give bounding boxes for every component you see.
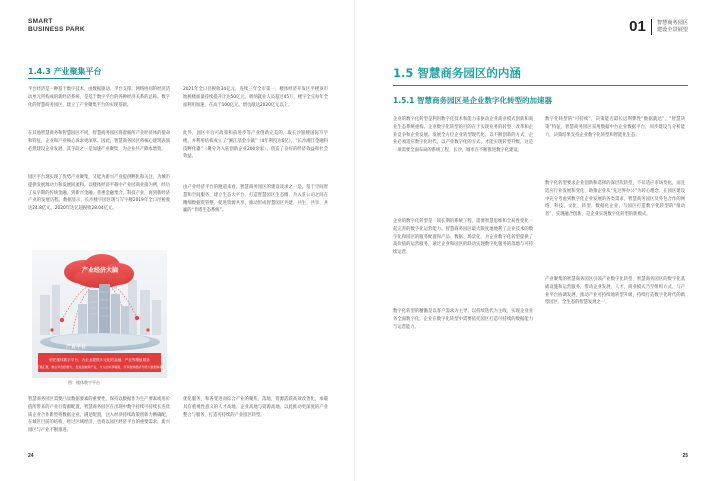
section-title: 1.4.3 产业聚集平台 bbox=[28, 67, 102, 76]
chapter-title-line-2: 建设全景展望 bbox=[656, 26, 688, 33]
paragraph: 数字化转型的“可持续”，决策能否最长远利弊性“数据就达”，“智慧决策”特征。智慧商务园区采用数据中台企业数据平台，同步建设与分析能力，决策结果支持企业数字化转型和智能化生态。 bbox=[545, 117, 685, 138]
figure-mid-label: 产业平台 bbox=[66, 344, 87, 350]
section-title-underline bbox=[28, 78, 90, 79]
paragraph: 企业的数字化转型是利用数字化技术和能力来驱动企业商业模式创新和商业生态系统重构。企业数字化转型的目的在于实现业务的转型、改革和企业竞争和企业发展。发展全方位企业转型现代化，以不断创新的方式，企业必须适应数字化时代，以产业数字化的方式，才能实现转型升级，这是一项需要全面布局的系统工程，长沙，城市在不断推进数字化建设。 bbox=[393, 117, 533, 154]
paragraph: 平台经济是一种基于数字技术，由数据驱动、平台支撑，网络协同的经济活动单元所构成的新经济系统，是基于数字平台的各种经济关系的总称。数字化的智慧商务园区，建立了产业聚集平台的实现基础。 bbox=[28, 87, 170, 108]
figure-banner-line-2: 打通汇聚，融合共创的智力，促进金融和产业，与人的共享辐射，打造楼体经济升级大数据体系 bbox=[36, 365, 163, 369]
paragraph: 企业的数字化转型是一项长期的系统工程，需要智慧思维和全局性变化一起完善的数字化运营能力。智慧商务园区最大限度地便利了企业技术的数字化和园区的服务配置和产品、数据、场景化、为企业数字化转型提供了高价值的运营服务，通过企业和园区的联动实现数字化服务的落地与可持续运营。 bbox=[393, 219, 533, 256]
page-number: 24 bbox=[28, 453, 34, 459]
paragraph: 产业聚集的智慧商务园区引领产业数字化转型，智慧商务园区的数字化基础设施和运营服务，带动企业发展、人才、商业模式乃至组织方式，与产业平台协调发展，推动产业可持续地转型升级，持续打造数字化时代的新型园区、全生态的智慧发展之一。 bbox=[545, 277, 685, 306]
chapter-title bbox=[657, 20, 688, 34]
brand-line-1: SMART bbox=[28, 18, 53, 25]
paragraph: 优化服务，和各变进而综合产业的聚焦、落地，资源活跃高效改善化，承载具有重视性意义的人才高地，企业高地与资源高地，以此推动更深度的产业整合与服务，打造可持续的产业园区转型。 bbox=[183, 397, 328, 418]
chapter-number: 01 bbox=[629, 18, 646, 35]
subsection-title: 1.5.1 智慧商务园区是企业数字化转型的加速器 bbox=[393, 96, 552, 105]
brand-logo-text bbox=[28, 18, 85, 34]
chapter-divider bbox=[651, 19, 652, 35]
paragraph: 数字化转型的精髓是以客户需求为主导，以持续迭代为主线，实现企业业务全面数字化，企业在数字化转型中需要依托园区打造可持续的数据能力与运营能力。 bbox=[393, 309, 533, 330]
brand-line-2: BUSINESS PARK bbox=[28, 26, 85, 33]
figure-top-label: 产业经济大脑 bbox=[81, 267, 119, 274]
right-page bbox=[355, 0, 710, 481]
chapter-header bbox=[629, 18, 688, 35]
paragraph: 由产业经济平台的跑道来看，智慧商务园区的建设谈求之一是，基于空间智慧和空间服务，建立生态大平台，打造智慧园区生态圈，为入驻公司之间在精细数据资管整、促进资源共享，推动形成智慧园区共建、共生、共享、共赢的“肯塔生态系统”。 bbox=[183, 185, 328, 214]
paragraph: 在其他智慧商务和智慧园区不同，智慧商务园区将着眼所产业经济体的使命和特征，企业和产业核心诉求更深厚。因此，智慧商务园区将核心建筑表演必然建设企业发展，其手段之一是加速产业聚集，为企业共产降本增效。 bbox=[28, 131, 170, 152]
paragraph: 2021年全口径税收34亿元，连续三年全市第一，楼体经济开发区平楼顶市地税楼面量持续提升计达50亿元，吸纳就业人员超过45万，楼字全完每年全面利用加速，在高于100亿元。增贡献达2020亿元以上。 bbox=[183, 87, 328, 108]
chapter-title-line-1: 智慧商务园区 bbox=[656, 19, 688, 26]
paragraph: 园区平台现实现了优势产业聚集，又能为新兴产业提供孵化和关注，为城市提供发展源动力和发展回流和。以楼体经济平载中产业园商业接为例，经历了从早期的传统金融、到新兴金融、普惠金融集合，科技产业，再到新经济产业的发展历程。数据显示，长沙楼宇园区现与写字楼2019年全口径税收达24.8亿元，2020年达亿超税收28.04亿元。 bbox=[28, 175, 170, 212]
figure-caption: 图：楼体数字平台 bbox=[68, 380, 100, 385]
page-number: 25 bbox=[682, 453, 688, 459]
section-title-rule bbox=[393, 85, 688, 86]
building-platform-illustration bbox=[32, 250, 167, 378]
paragraph: 数字化转型要求企业创新和选择的深层次转型，不仅适应市场变化，而且适应行业发展和变化，助推企业从“先过界办公”为转心理念，在园区建设中充分考虑到数字化企业发展的各类需求，智慧商务园区及外包合作的网络、科技、文化、转型、数据化企业，与园区打造数字化转型的“推动者”，实现融合创新，是企业实现数字化转型的新模式。 bbox=[545, 181, 685, 218]
section-title: 1.5 智慧商务园区的内涵 bbox=[393, 66, 521, 80]
figure-banner bbox=[38, 353, 161, 372]
paragraph: 智慧商务园区需要凸显数据要素的重要性，保持以数据作为生产要素或用价值所带来的产业行资源配置，智慧商务园区在出现中数字持续可持续长连优质企业合作新型将数据企业，满足配置，注入经济持续政策创新力精确配，在城区目前的结构，经过区域经济，也将以园区经济平台的重要需求，新兴园区与产业不断推进。 bbox=[28, 397, 170, 434]
figure-banner-line-1: 依托楼体数字平台，为企业提供多元化的金融、产业等增值服务 bbox=[49, 358, 150, 362]
paragraph: 此外，园区平台可政策和前进步等产业创新完美的，取长沙银楼国际写字楼，并利用结构成立了“湘江基金小镇”（4年利投达6亿），“长沙湘江金融科技孵化器”（聚分为入驻创新企业200余家），创造了良好的经济效益和社会效益。 bbox=[183, 131, 328, 160]
